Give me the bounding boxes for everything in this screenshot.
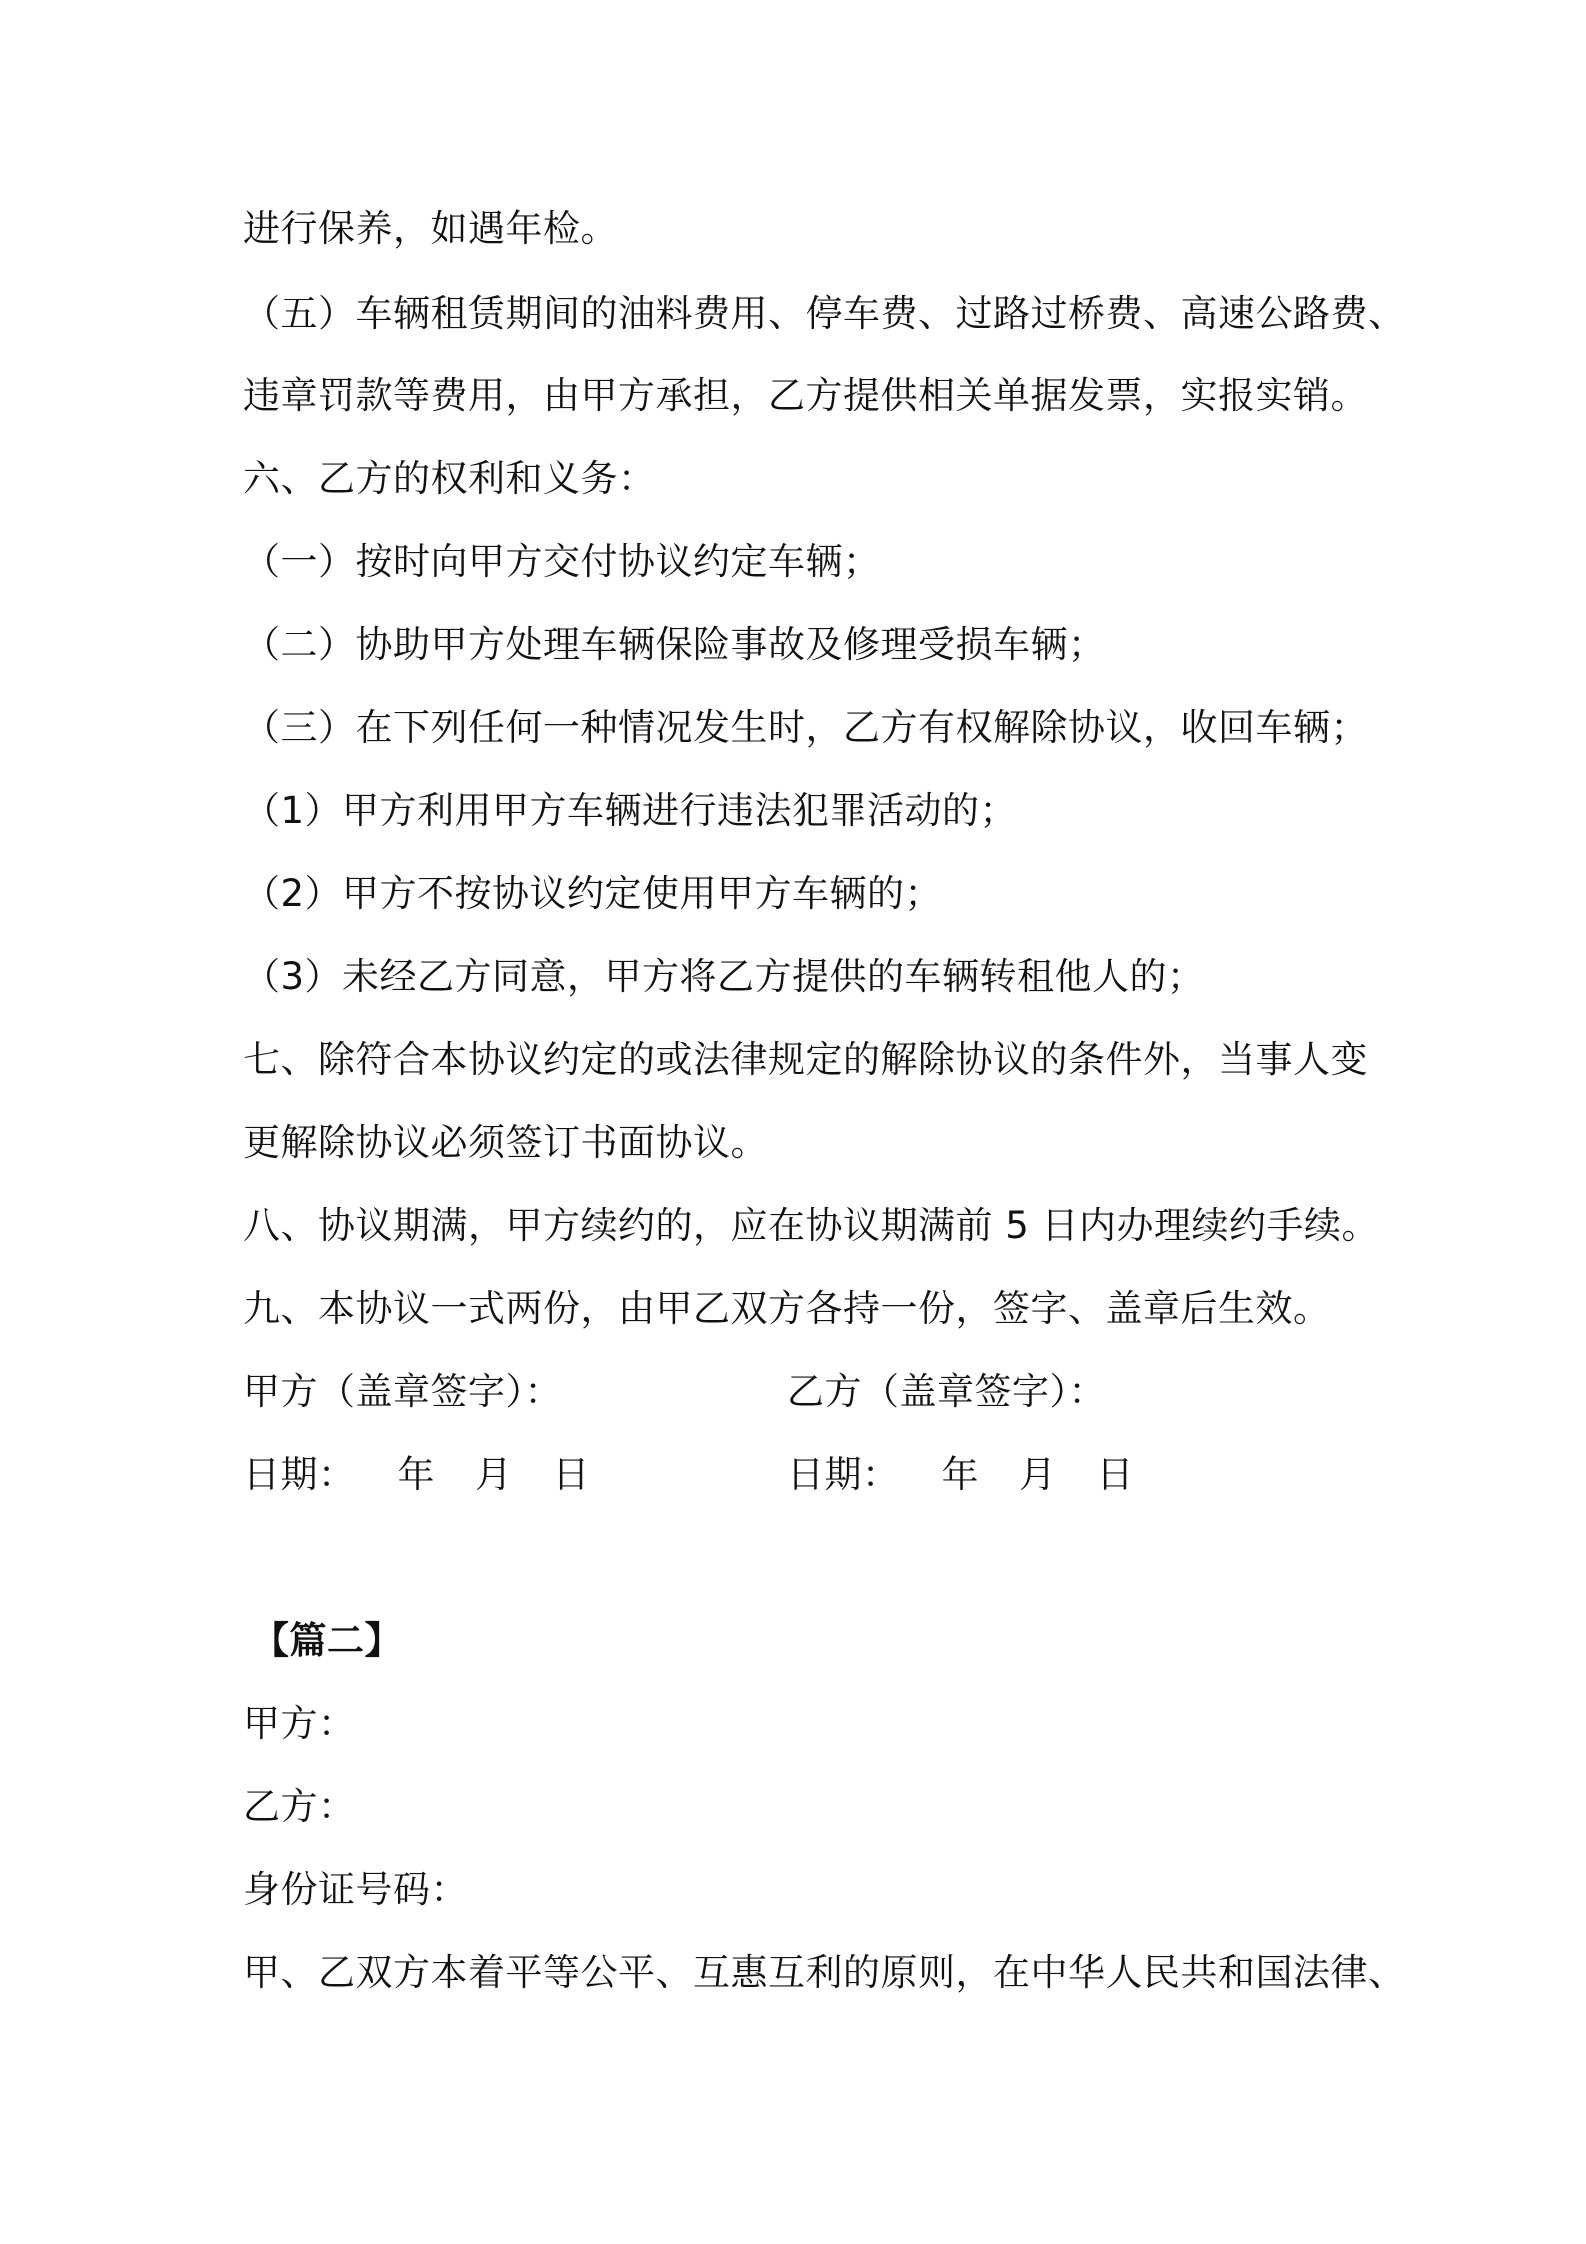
day-label: 日 (552, 1453, 590, 1496)
paragraph-line: 更解除协议必须签订书面协议。 (243, 1121, 768, 1164)
list-item: （2）甲方不按协议约定使用甲方车辆的； (243, 872, 943, 915)
paragraph-line: （五）车辆租赁期间的油料费用、停车费、过路过桥费、高速公路费、 (243, 292, 1406, 335)
section-two-heading: 【篇二】 (252, 1619, 402, 1662)
list-item: （1）甲方利用甲方车辆进行违法犯罪活动的； (243, 789, 1018, 832)
list-item: （二）协助甲方处理车辆保险事故及修理受损车辆； (243, 623, 1106, 666)
year-label: 年 (941, 1453, 979, 1496)
date-label: 日期： (787, 1453, 900, 1496)
list-item: （一）按时向甲方交付协议约定车辆； (243, 540, 881, 583)
paragraph-line: 八、协议期满，甲方续约的，应在协议期满前 5 日内办理续约手续。 (243, 1204, 1380, 1247)
party-a-signature-label: 甲方（盖章签字）： (243, 1370, 562, 1413)
party-b-signature-label: 乙方（盖章签字）： (787, 1370, 1106, 1413)
paragraph-line: 甲、乙双方本着平等公平、互惠互利的原则，在中华人民共和国法律、 (243, 1951, 1406, 1994)
party-a-field: 甲方： (243, 1702, 356, 1745)
id-number-field: 身份证号码： (243, 1868, 468, 1911)
paragraph-line: 进行保养，如遇年检。 (243, 207, 618, 250)
month-label: 月 (475, 1453, 513, 1496)
date-label: 日期： (243, 1453, 356, 1496)
list-item: （三）在下列任何一种情况发生时，乙方有权解除协议，收回车辆； (243, 706, 1368, 749)
section-heading: 六、乙方的权利和义务： (243, 457, 656, 500)
party-b-date (787, 1451, 1134, 1499)
month-label: 月 (1019, 1453, 1057, 1496)
paragraph-line: 九、本协议一式两份，由甲乙双方各持一份，签字、盖章后生效。 (243, 1287, 1331, 1330)
party-a-date (243, 1451, 590, 1499)
list-item: （3）未经乙方同意，甲方将乙方提供的车辆转租他人的； (243, 955, 1205, 998)
party-b-field: 乙方： (243, 1785, 356, 1828)
paragraph-line: 违章罚款等费用，由甲方承担，乙方提供相关单据发票，实报实销。 (243, 374, 1368, 417)
paragraph-line: 七、除符合本协议约定的或法律规定的解除协议的条件外，当事人变 (243, 1038, 1368, 1081)
year-label: 年 (397, 1453, 435, 1496)
day-label: 日 (1096, 1453, 1134, 1496)
